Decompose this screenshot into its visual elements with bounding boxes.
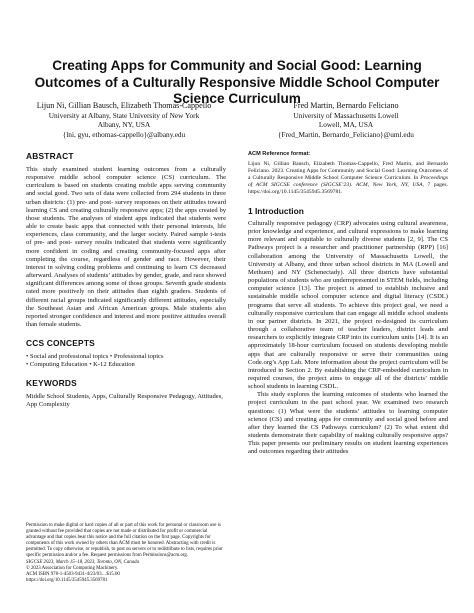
introduction-heading: 1 Introduction xyxy=(248,206,304,216)
introduction-paragraph-text: This study explores the learning outcomes of students who learned the project curriculum in the past school year. We examined two research questions: (1) What were the students’ attitudes to learning computer science (CS) and creating apps for community and social good before and after they learned the CS Pathways curriculum? (2) To what extent did students demonstrate their capability of making culturally responsive apps? This paper presents our preliminary results on student learning experiences and outcomes regarding their attitudes xyxy=(248,391,448,456)
keywords-text: Middle School Students, Apps, Culturally Responsive Pedagogy, Attitudes, App Complexity xyxy=(26,392,223,408)
reference-proceedings: Proceedings of ACM SIGCSE conference (SIGCSE’23). ACM, New York, NY, USA, xyxy=(248,175,448,188)
conference-venue: SIGCSE 2023, March 15–18, 2023, Toronto, ON, Canada xyxy=(26,559,140,565)
ccs-heading: CCS CONCEPTS xyxy=(26,338,95,349)
right-column xyxy=(248,151,448,457)
permission-notice xyxy=(26,523,226,584)
introduction-paragraph: Culturally responsive pedagogy (CRP) advocates using cultural awareness, prior knowledge and experience, and cultural expressions to make learning more relevant and equitable to culturally diverse students [2, 9]. The CS Pathways project is a researcher and practitioner partnership (RPP) [16] collaboration among the University of Massachusetts Lowell, the University at Albany, and three urban school districts in MA (Lowell and Methuen) and NY (Schenectady). All three districts have substantial populations of students who are underrepresented in STEM fields, including computer science [13]. The project is aimed to establish inclusive and sustainable middle school computer science and digital literacy (CSDL) programs that serve all students. To achieve this project goal, we need a culturally responsive curriculum that can engage all middle school students in our partner districts. In 2021, the project re-designed its curriculum through a collaborative team of teacher leaders, district leads and researchers to explicitly integrate CRP into its curriculum units [14]. It is an approximately 18-hour curriculum focused on students developing mobile apps that are culturally responsive or serve their communities using Code.org’s App Lab. More information about the project curriculum will be introduced in Section 2. By establishing the CRP-embedded curriculum in required courses, the project aims to engage all of the districts’ middle school students in learning CSDL. xyxy=(248,220,449,391)
author-names: Lijun Ni, Gillian Bausch, Elizabeth Thomas-Cappello xyxy=(36,101,212,110)
reference-citation: Lijun Ni, Gillian Bausch, Elizabeth Thomas-Cappello, Fred Martin, and Bernardo Feliciano. 2023. Creating Apps for Community and Social Good: Learning Outcomes of a Culturally Responsive Middle School Computer Science Curriculum. In xyxy=(248,161,448,181)
author-block-right xyxy=(256,101,436,139)
author-block-left xyxy=(34,101,214,139)
copyright-line: © 2023 Association for Computing Machinery. xyxy=(26,565,119,571)
author-names: Fred Martin, Bernardo Feliciano xyxy=(293,101,399,110)
ccs-line: • Social and professional topics • Professional topics xyxy=(26,353,164,361)
author-emails: {Fred_Martin, Bernardo_Feliciano}@uml.edu xyxy=(278,129,414,139)
reference-pages-doi: 7 pages. https://doi.org/10.1145/3545945.3569781. xyxy=(248,182,448,195)
author-emails: {lni, gyu, ethomas-cappello}@albany.edu xyxy=(62,129,186,139)
left-column xyxy=(26,151,226,409)
acm-reference-heading: ACM Reference format: xyxy=(248,151,311,157)
author-affiliation: University of Massachusetts Lowell xyxy=(293,110,399,120)
author-affiliation: University at Albany, State University of New York xyxy=(48,110,200,120)
ccs-concepts xyxy=(26,353,226,369)
acm-reference-text xyxy=(248,161,448,196)
introduction-paragraph xyxy=(248,391,448,456)
ccs-line: • Computing Education • K-12 Education xyxy=(26,361,135,369)
abstract-heading: ABSTRACT xyxy=(26,151,74,161)
keywords-heading: KEYWORDS xyxy=(26,377,77,388)
author-location: Albany, NY, USA xyxy=(97,120,151,130)
permission-text: Permission to make digital or hard copies of all or part of this work for personal or classroom use is granted without fee provided that copies are not made or distributed for profit or commercial advantage and that copies bear this notice and the full citation on the first page. Copyrights for components of this work owned by others than ACM must be honored. Abstracting with credit is permitted. To copy otherwise, or republish, to post on servers or to redistribute to lists, requires prior specific permission and/or a fee. Request permissions from Permissions@acm.org. xyxy=(26,523,223,559)
paper-title: Creating Apps for Community and Social Good: Learning Outcomes of a Culturally Responsive Middle School Computer Science Curriculum xyxy=(34,58,440,106)
author-location: Lowell, MA, USA xyxy=(318,120,374,130)
doi-link[interactable]: https://doi.org/10.1145/3545945.3569781 xyxy=(26,577,108,583)
abstract-text: This study examined student learning outcomes from a culturally responsive middle school computer science (CS) curriculum. The curriculum is based on students creating mobile apps serving community and social good. Two sets of data were collected from 294 students in three urban districts: (1) pre- and post- survey responses on their attitudes toward learning CS and creating culturally responsive apps; (2) the apps created by those students. The analyses of student apps indicated that students were able to create basic apps that connected with their personal interests, life experiences, class community, and the larger society. Paired sample t-tests of pre- and post- survey results indicated that students were significantly more confident in coding and creating community-focused apps after completing the course, regardless of gender and race. However, their interest in solving coding problems and continuing to learn CS decreased afterward. Analyses of students’ attitudes by gender, grade, and race showed significant differences among some of those groups. Seventh grade students rated more positively on their attitudes than eighth graders. Students of different racial groups indicated significantly different attitudes, especially the Southeast Asian and African American groups. Male students also reported stronger confidence and interest and more positive attitudes overall than female students. xyxy=(26,166,226,328)
isbn-line: ACM ISBN 978-1-4503-9431-4/23/03…$15.00 xyxy=(26,571,120,577)
